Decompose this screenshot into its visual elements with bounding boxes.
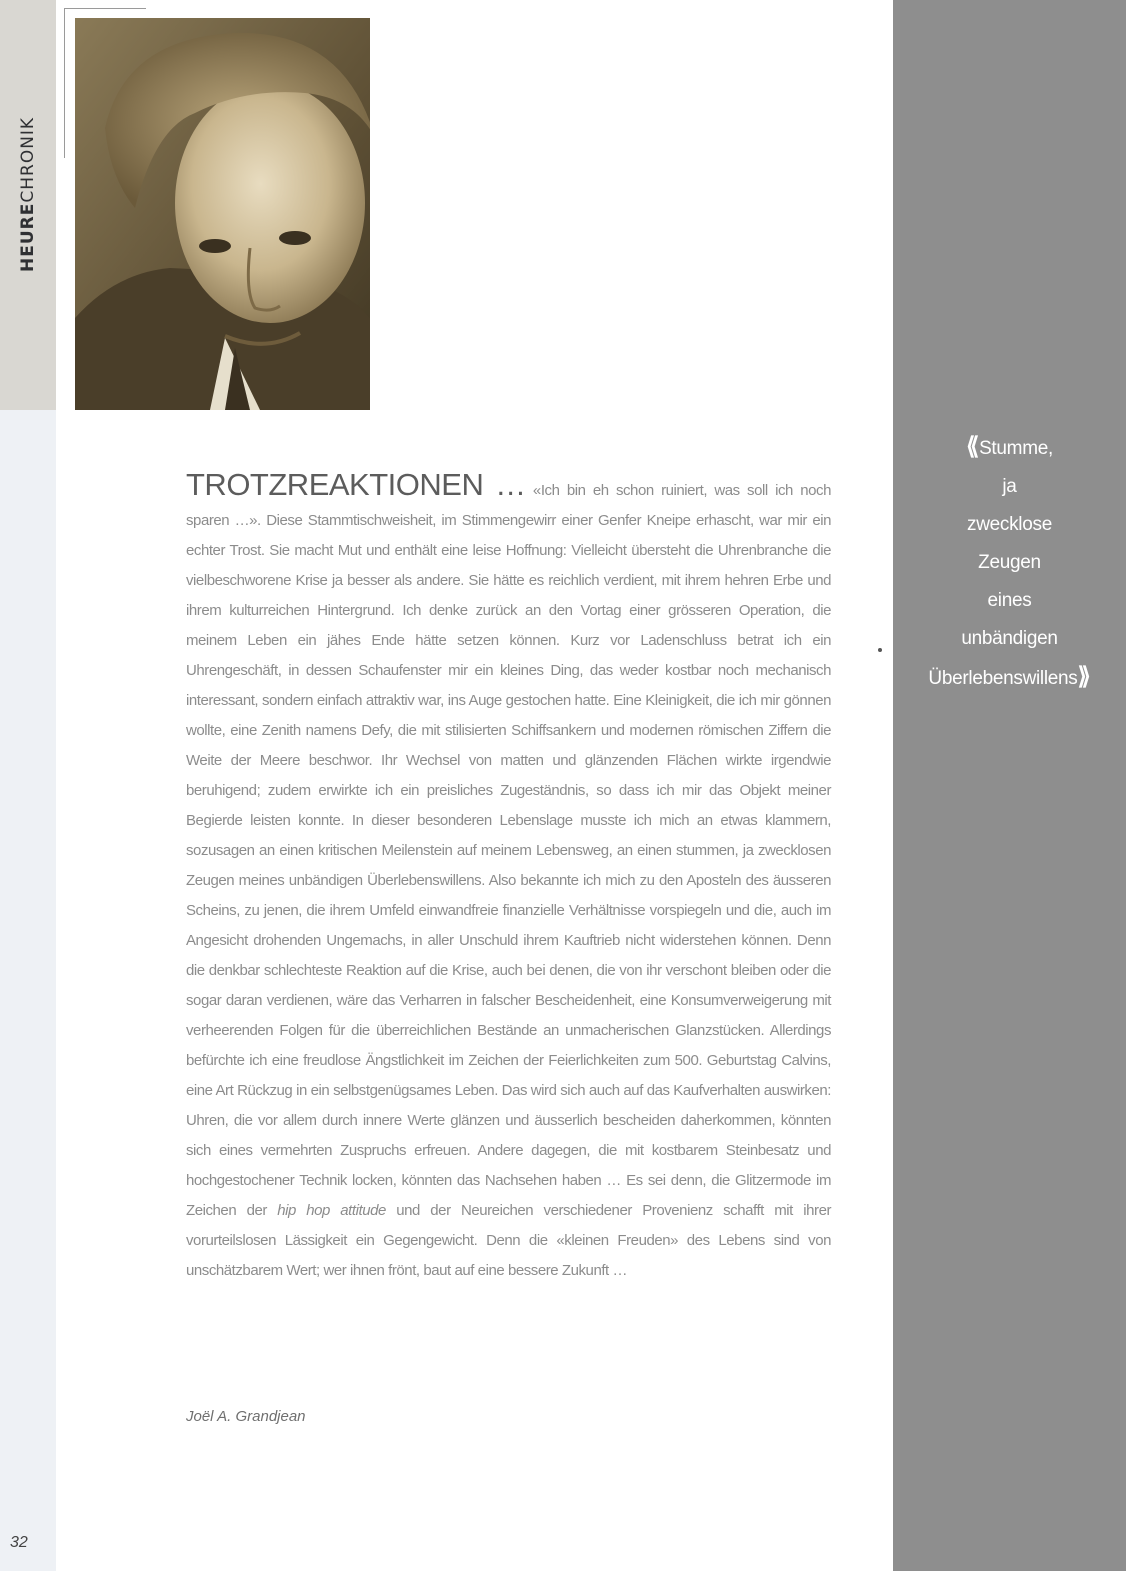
pull-quote-line-2: ja	[1002, 476, 1017, 497]
pull-quote-line-4: Zeugen	[978, 552, 1041, 573]
corner-rule-vertical	[64, 8, 65, 158]
left-strip-bottom	[0, 410, 56, 1571]
section-label-bold: HEURE	[18, 202, 38, 272]
portrait-photo	[75, 18, 370, 410]
quote-open-mark: ⟪	[966, 433, 980, 460]
speck-mark	[878, 648, 882, 652]
pull-quote	[893, 428, 1126, 698]
quote-close-mark: ⟫	[1077, 663, 1091, 690]
author-byline: Joël A. Grandjean	[186, 1408, 306, 1425]
article-headline: TROTZREAKTIONEN …	[186, 467, 526, 502]
pull-quote-text: Überlebenswillens	[928, 668, 1078, 689]
section-label	[12, 12, 44, 272]
corner-rule-horizontal	[64, 8, 146, 9]
pull-quote-line-6: unbändigen	[961, 628, 1058, 649]
article-text-part-1: «Ich bin eh schon ruiniert, was soll ich noch sparen …». Diese Stammtischweisheit, im Stimmengewirr einer Genfer Kneipe erhascht, war mir ein echter Trost. Sie macht Mut und enthält eine leise Hoffnung: Vielleicht übersteht die Uhrenbranche die vielbeschworene Krise ja besser als andere. Sie hätte es reichlich verdient, mit ihrem hehren Erbe und ihrem kulturreichen Hintergrund. Ich denke zurück an den Vortag einer grösseren Operation, die meinem Leben ein jähes Ende hätte setzen können. Kurz vor Ladenschluss betrat ich ein Uhrengeschäft, in dessen Schaufenster mir ein kleines Ding, das weder kostbar noch mechanisch interessant, sondern einfach attraktiv war, ins Auge gestochen hatte. Eine Kleinigkeit, die ich mir gönnen wollte, eine Zenith namens Defy, die mit stilisierten Schiffsankern und modernen römischen Ziffern die Weite der Meere beschwor. Ihr Wechsel von matten und glänzenden Flächen wirkte irgendwie beruhigend; zudem erwirkte ich ein preisliches Zugeständnis, so dass ich mir das Objekt meiner Begierde leisten konnte. In dieser besonderen Lebenslage musste ich mich an etwas klammern, sozusagen an einen kritischen Meilenstein auf meinem Lebensweg, an einen stummen, ja zwecklosen Zeugen meines unbändigen Überlebenswillens. Also bekannte ich mich zu den Aposteln des äusseren Scheins, zu jenen, die ihrem Umfeld einwandfreie finanzielle Verhältnisse vorspiegeln und die, auch im Angesicht drohenden Ungemachs, in aller Unschuld ihrem Kauftrieb nicht widerstehen können. Denn die denkbar schlechteste Reaktion auf die Krise, auch bei denen, die von ihr verschont bleiben oder die sogar daran verdienen, wäre das Verharren in falscher Bescheidenheit, eine Konsumverweigerung mit verheerenden Folgen für die überreichlichen Bestände an unmacherischen Glanzstücken. Allerdings befürchte ich eine freudlose Ängstlichkeit im Zeichen der Feierlichkeiten zum 500. Geburtstag Calvins, eine Art Rückzug in ein selbstgenügsames Leben. Das wird sich auch auf das Kaufverhalten auswirken: Uhren, die vor allem durch innere Werte glänzen und äusserlich bescheiden daherkommen, könnten sich eines vermehrten Zuspruchs erfreuen. Andere dagegen, die mit kostbarem Steinbesatz und hochgestochener Technik locken, könnten das Nachsehen haben … Es sei denn, die Glitzermode im Zeichen der	[186, 482, 831, 1219]
article-body	[186, 467, 831, 1286]
pull-quote-line-1	[893, 428, 1126, 468]
right-sidebar-panel	[893, 0, 1126, 1571]
pull-quote-text: Stumme,	[979, 438, 1053, 459]
article-text-part-2: und der Neureichen verschiedener Provenienz schafft mit ihrer vorurteilslosen Lässigkeit ein Gegengewicht. Denn die «kleinen Freuden» des Lebens sind von unschätzbarem Wert; wer ihnen frönt, baut auf eine bessere Zukunft …	[186, 1202, 831, 1279]
pull-quote-line-5: eines	[987, 590, 1032, 611]
section-label-light: CHRONIK	[18, 116, 38, 203]
portrait-photo-icon	[75, 18, 370, 410]
page-number: 32	[10, 1534, 28, 1551]
pull-quote-line-7	[893, 658, 1126, 698]
article-emphasis: hip hop attitude	[277, 1202, 386, 1219]
pull-quote-line-3: zwecklose	[967, 514, 1052, 535]
